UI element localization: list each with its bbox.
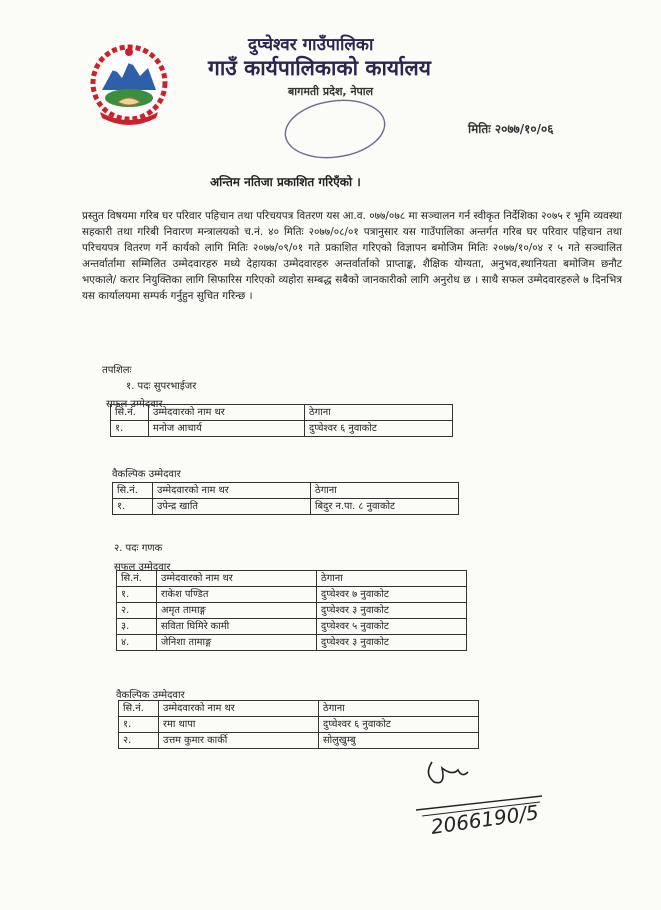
cell-serial: २.	[119, 733, 159, 749]
cell-address: दुप्चेश्वर ३ नुवाकोट	[317, 603, 467, 619]
cell-name: उत्तम कुमार कार्की	[159, 733, 319, 749]
cell-address: दुप्चेश्वर ६ नुवाकोट	[319, 717, 479, 733]
header-address: ठेगाना	[311, 483, 459, 499]
header-serial: सि.नं.	[111, 405, 149, 421]
successful-candidates-label: सफल उम्मेदवार	[106, 399, 163, 410]
header-serial: सि.नं.	[119, 701, 159, 717]
cell-serial: १.	[117, 587, 157, 603]
table-row	[117, 587, 467, 603]
table-row	[113, 499, 459, 515]
supervisor-successful-table	[110, 404, 453, 437]
office-name: गाउँ कार्यपालिकाको कार्यालय	[208, 56, 431, 80]
post-title-enumerator: २. पदः गणक	[114, 543, 163, 554]
cell-serial: ४.	[117, 635, 157, 651]
cell-serial: १.	[119, 717, 159, 733]
post-title-supervisor: १. पदः सुपरभाईजर	[126, 381, 197, 392]
enumerator-alternate-table	[118, 700, 479, 749]
cell-serial: १.	[111, 421, 149, 437]
header-name: उम्मेदवारको नाम थर	[159, 701, 319, 717]
header-name: उम्मेदवारको नाम थर	[149, 405, 305, 421]
signature-date: 2066190/5	[429, 800, 541, 839]
notice-title: अन्तिम नतिजा प्रकाशित गरिएँको ।	[210, 175, 361, 189]
office-stamp	[280, 95, 390, 165]
alternate-candidates-label: वैकल्पिक उम्मेदवार	[112, 469, 181, 480]
table-row	[119, 733, 479, 749]
header-address: ठेगाना	[319, 701, 479, 717]
cell-name: अमृत तामाङ्ग	[157, 603, 317, 619]
successful-candidates-label: सफल उम्मेदवार	[114, 562, 171, 573]
cell-name: राकेश पण्डित	[157, 587, 317, 603]
cell-address: सोलुखुम्बु	[319, 733, 479, 749]
cell-address: दुप्चेश्वर ५ नुवाकोट	[317, 619, 467, 635]
notice-date: मितिः २०७७/१०/०६	[468, 122, 554, 136]
header-serial: सि.नं.	[113, 483, 153, 499]
table-row	[117, 635, 467, 651]
table-header-row	[111, 405, 453, 421]
cell-name: रमा थापा	[159, 717, 319, 733]
cell-name: सविता घिमिरे कामी	[157, 619, 317, 635]
office-address: बागमती प्रदेश, नेपाल	[288, 85, 374, 98]
cell-name: जेनिशा तामाङ्ग	[157, 635, 317, 651]
municipality-name: दुप्चेश्वर गाउँपालिका	[248, 35, 374, 55]
cell-serial: १.	[113, 499, 153, 515]
table-header-row	[113, 483, 459, 499]
table-header-row	[119, 701, 479, 717]
notice-body: प्रस्तुत विषयमा गरिब घर परिवार पहिचान तथा परिचयपत्र वितरण यस आ.व. ०७७/०७८ मा सञ्चालन गर्न स्वीकृत निर्देशिका २०७५ र भूमि व्यवस्था सहकारी तथा गरिबी निवारण मन्त्रालयको च.नं. ४० मितिः २०७७/०८/०१ पत्रानुसार यस गाउँपालिका अन्तर्गत गरिब घर परिवार पहिचान तथा परिचयपत्र वितरण गर्ने कार्यको लागि मितिः २०७७/०९/०१ गते प्रकाशित गरिएको विज्ञापन बमोजिम मितिः २०७७/१०/०४ र ५ गते सञ्चालित अन्तर्वार्तामा सम्मिलित उम्मेदवारहरु मध्ये देहायका उम्मेदवारहरु अन्तर्वार्ताको प्राप्ताङ्क, शैक्षिक योग्यता, अनुभव,स्थानियता बमोजिम छनौट भएकाले/ करार नियुक्तिका लागि सिफारिस गरिएको व्यहोरा सम्बद्ध सबैको जानकारीको लागि अनुरोध छ । साथै सफल उम्मेदवारहरुले ७ दिनभित्र यस कार्यालयमा सम्पर्क गर्नुहुन सुचित गरिन्छ ।	[82, 210, 622, 303]
alternate-candidates-label: वैकल्पिक उम्मेदवार	[116, 690, 185, 701]
cell-name: उपेन्द्र खाति	[153, 499, 311, 515]
table-header-row	[117, 571, 467, 587]
table-row	[117, 603, 467, 619]
table-row	[111, 421, 453, 437]
details-label: तपशिलः	[102, 365, 132, 376]
table-row	[119, 717, 479, 733]
cell-address: दुप्चेश्वर ३ नुवाकोट	[317, 635, 467, 651]
nepal-emblem-logo	[90, 38, 168, 128]
header-address: ठेगाना	[305, 405, 453, 421]
header-address: ठेगाना	[317, 571, 467, 587]
header-serial: सि.नं.	[117, 571, 157, 587]
header-name: उम्मेदवारको नाम थर	[157, 571, 317, 587]
cell-serial: ३.	[117, 619, 157, 635]
cell-serial: २.	[117, 603, 157, 619]
supervisor-alternate-table	[112, 482, 459, 515]
cell-address: दुप्चेश्वर ६ नुवाकोट	[305, 421, 453, 437]
cell-address: बिदुर न.पा. ८ नुवाकोट	[311, 499, 459, 515]
table-row	[117, 619, 467, 635]
handwritten-signature	[412, 752, 552, 844]
enumerator-successful-table	[116, 570, 467, 651]
header-name: उम्मेदवारको नाम थर	[153, 483, 311, 499]
cell-address: दुप्चेश्वर ७ नुवाकोट	[317, 587, 467, 603]
cell-name: मनोज आचार्य	[149, 421, 305, 437]
